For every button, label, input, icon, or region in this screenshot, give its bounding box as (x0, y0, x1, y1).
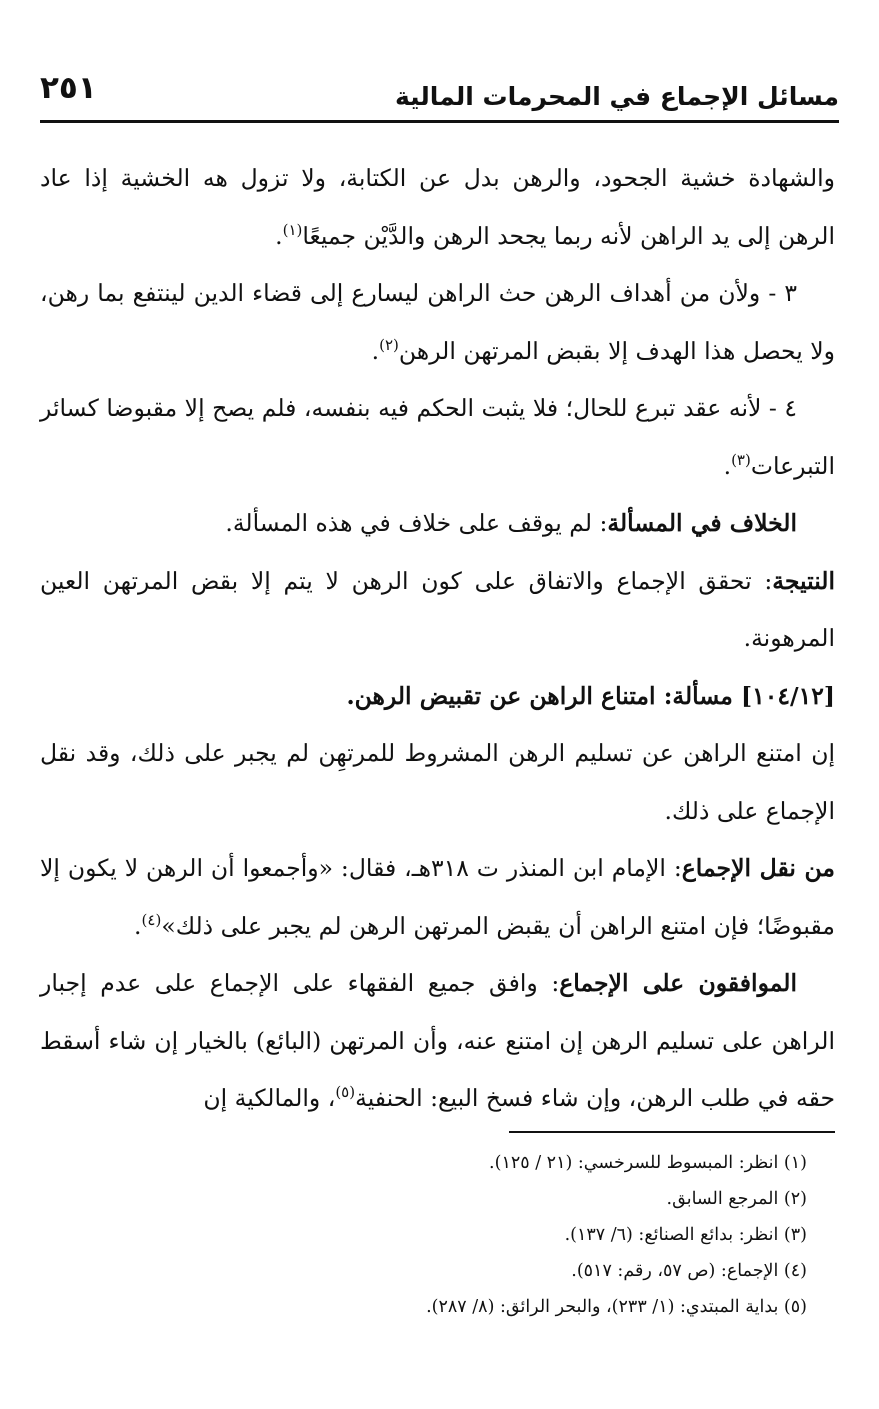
body-text (40, 150, 835, 1128)
page-number: ٢٥١ (40, 70, 97, 106)
footnotes (40, 1145, 807, 1325)
footnote-ref-4: (٤) (141, 910, 162, 929)
footnote-ref-1: (١) (282, 220, 303, 239)
paragraph-witness-reason: والشهادة خشية الجحود، والرهن بدل عن الكتابة، ولا تزول هه الخشية إذا عاد الرهن إلى يد الراهن لأنه ربما يجحد الرهن والدَّيْن جميعًا$^{(١)}$. (40, 164, 835, 250)
footnote-3: (٣) انظر: بدائع الصنائع: (٦/ ١٣٧). (564, 1225, 807, 1245)
footnote-5: (٥) بداية المبتدي: (١/ ٢٣٣)، والبحر الرائق: (٨/ ٢٨٧). (426, 1297, 807, 1317)
page-header (40, 60, 839, 116)
footnote-2: (٢) المرجع السابق. (666, 1189, 807, 1209)
paragraph-consensus-source: من نقل الإجماع: الإمام ابن المنذر ت ٣١٨هـ، فقال: «وأجمعوا أن الرهن لا يكون إلا مقبوضًا؛ فإن امتنع الراهن أن يقبض المرتهن الرهن لم يجبر على ذلك»$^{(٤)}$. (40, 854, 835, 940)
footnote-ref-5: (٥) (335, 1083, 356, 1101)
header-rule (40, 120, 839, 123)
paragraph-disagreement: الخلاف في المسألة: لم يوقف على خلاف في هذه المسألة. (225, 509, 797, 537)
paragraph-result: النتيجة: تحقق الإجماع والاتفاق على كون الرهن لا يتم إلا بقض المرتهن العين المرهونة. (40, 566, 835, 652)
label-result: النتيجة (772, 566, 835, 595)
label-agreeing-scholars: الموافقون على الإجماع (559, 969, 797, 997)
paragraph-agreeing-scholars: الموافقون على الإجماع: وافق جميع الفقهاء على الإجماع على عدم إجبار الراهن على تسليم الرهن إن امتنع عنه، وأن المرتهن (البائع) بالخيار إن شاء أسقط حقه في طلب الرهن، وإن شاء فسخ البيع: الحنفية$^{(٥)}$، والمالكية إن (40, 969, 835, 1112)
issue-heading: [١٠٤/١٢] مسألة: امتناع الراهن عن تقبيض الرهن. (346, 681, 835, 710)
label-consensus-source: من نقل الإجماع (681, 854, 835, 882)
paragraph-reason-4: ٤ - لأنه عقد تبرع للحال؛ فلا يثبت الحكم فيه بنفسه، فلم يصح إلا مقبوضا كسائر التبرعات$^{(٣)}$. (40, 394, 835, 480)
footnote-4: (٤) الإجماع: (ص ٥٧، رقم: ٥١٧). (571, 1261, 807, 1281)
paragraph-issue-statement: إن امتنع الراهن عن تسليم الرهن المشروط للمرتهِن لم يجبر على ذلك، وقد نقل الإجماع على ذلك. (40, 739, 835, 825)
running-title: مسائل الإجماع في المحرمات المالية (394, 82, 839, 111)
label-disagreement: الخلاف في المسألة (607, 509, 797, 537)
footnote-ref-2: (٢) (379, 335, 399, 354)
footnote-separator (509, 1131, 835, 1133)
footnote-ref-3: (٣) (731, 450, 751, 469)
footnote-1: (١) انظر: المبسوط للسرخسي: (٢١ / ١٢٥). (489, 1153, 807, 1173)
paragraph-reason-3: ٣ - ولأن من أهداف الرهن حث الراهن ليسارع إلى قضاء الدين لينتفع بما رهن، ولا يحصل هذا الهدف إلا بقبض المرتهن الرهن$^{(٢)}$. (40, 279, 835, 365)
